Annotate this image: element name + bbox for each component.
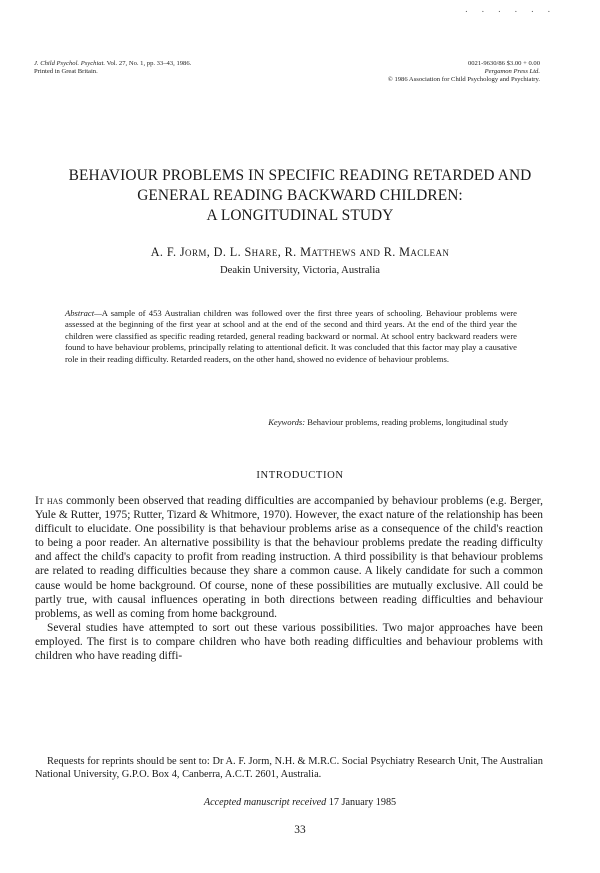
title-line-3: A LONGITUDINAL STUDY xyxy=(206,207,394,224)
printed-in: Printed in Great Britain. xyxy=(34,68,98,75)
section-heading-introduction: INTRODUCTION xyxy=(256,470,344,481)
page-number: 33 xyxy=(294,824,306,836)
abstract xyxy=(65,308,517,365)
issn-price: 0021-9630/86 $3.00 + 0.00 xyxy=(467,60,540,67)
body-text xyxy=(35,494,543,663)
abstract-label: Abstract— xyxy=(65,308,102,318)
authors: A. F. Jorm, D. L. Share, R. Matthews and R. Maclean xyxy=(150,245,450,259)
accepted-date xyxy=(0,797,600,808)
accepted-label: Accepted manuscript received xyxy=(203,797,327,808)
keywords-text: Behaviour problems, reading problems, longitudinal study xyxy=(307,417,508,427)
affiliation: Deakin University, Victoria, Australia xyxy=(220,265,380,276)
reprint-footnote: Requests for reprints should be sent to: Dr A. F. Jorm, N.H. & M.R.C. Social Psychiatry Research Unit, The Australian National University, G.P.O. Box 4, Canberra, A.C.T. 2601, Australia. xyxy=(35,756,543,781)
publisher-name: Pergamon Press Ltd. xyxy=(484,68,540,75)
keywords xyxy=(268,417,508,427)
paragraph-text: commonly been observed that reading difficulties are accompanied by behaviour problems (e.g. Berger, Yule & Rutter, 1975; Rutter, Tizard & Whitmore, 1970). However, the exact nature of the relationship has been difficult to elucidate. One possibility is that behaviour problems arise as a consequence of the child's reaction to being a poor reader. An alternative possibility is that the behaviour problems predate the reading difficulty and affect the child's capacity to profit from reading instruction. A third possibility is that behaviour problems are related to reading difficulties because they share a common cause. A likely candidate for such a common cause would be home background. Of course, none of these possibilities are mutually exclusive. All could be partly true, with causal influences operating in both directions between reading difficulties and behaviour problems, as well as coming from home background. xyxy=(35,495,543,620)
scan-marks: . . . . . . xyxy=(465,4,556,14)
copyright-line: © 1986 Association for Child Psychology and Psychiatry. xyxy=(387,76,540,83)
title-line-2: GENERAL READING BACKWARD CHILDREN: xyxy=(137,187,463,204)
journal-volume: Vol. 27, No. 1, pp. 33–43, 1986. xyxy=(106,60,192,67)
keywords-label: Keywords: xyxy=(268,417,306,427)
accepted-date-value: 17 January 1985 xyxy=(328,797,397,808)
paragraph-lead: It has xyxy=(35,495,63,507)
abstract-text: A sample of 453 Australian children was followed over the first three years of schooling. Behaviour problems were assessed at the beginning of the first year at school and at the end of the second and third years. At the end of the third year the children were classified as specific reading retarded, general reading backward or normal. At school entry backward readers were found to have behaviour problems, principally relating to attentional deficit. It was concluded that this factor may play a causative role in their reading difficulty. Retarded readers, on the other hand, showed no evidence of behaviour problems. xyxy=(65,308,517,364)
article-title xyxy=(0,166,600,226)
paragraph: Several studies have attempted to sort out these various possibilities. Two major approaches have been employed. The first is to compare children who have both reading difficulties and behaviour problems with children who have reading diffi- xyxy=(35,621,543,663)
journal-name: J. Child Psychol. Psychiat. xyxy=(34,60,106,67)
title-line-1: BEHAVIOUR PROBLEMS IN SPECIFIC READING RETARDED AND xyxy=(68,167,532,184)
journal-citation xyxy=(34,60,191,76)
paragraph xyxy=(35,494,543,621)
publisher-info xyxy=(388,60,540,84)
